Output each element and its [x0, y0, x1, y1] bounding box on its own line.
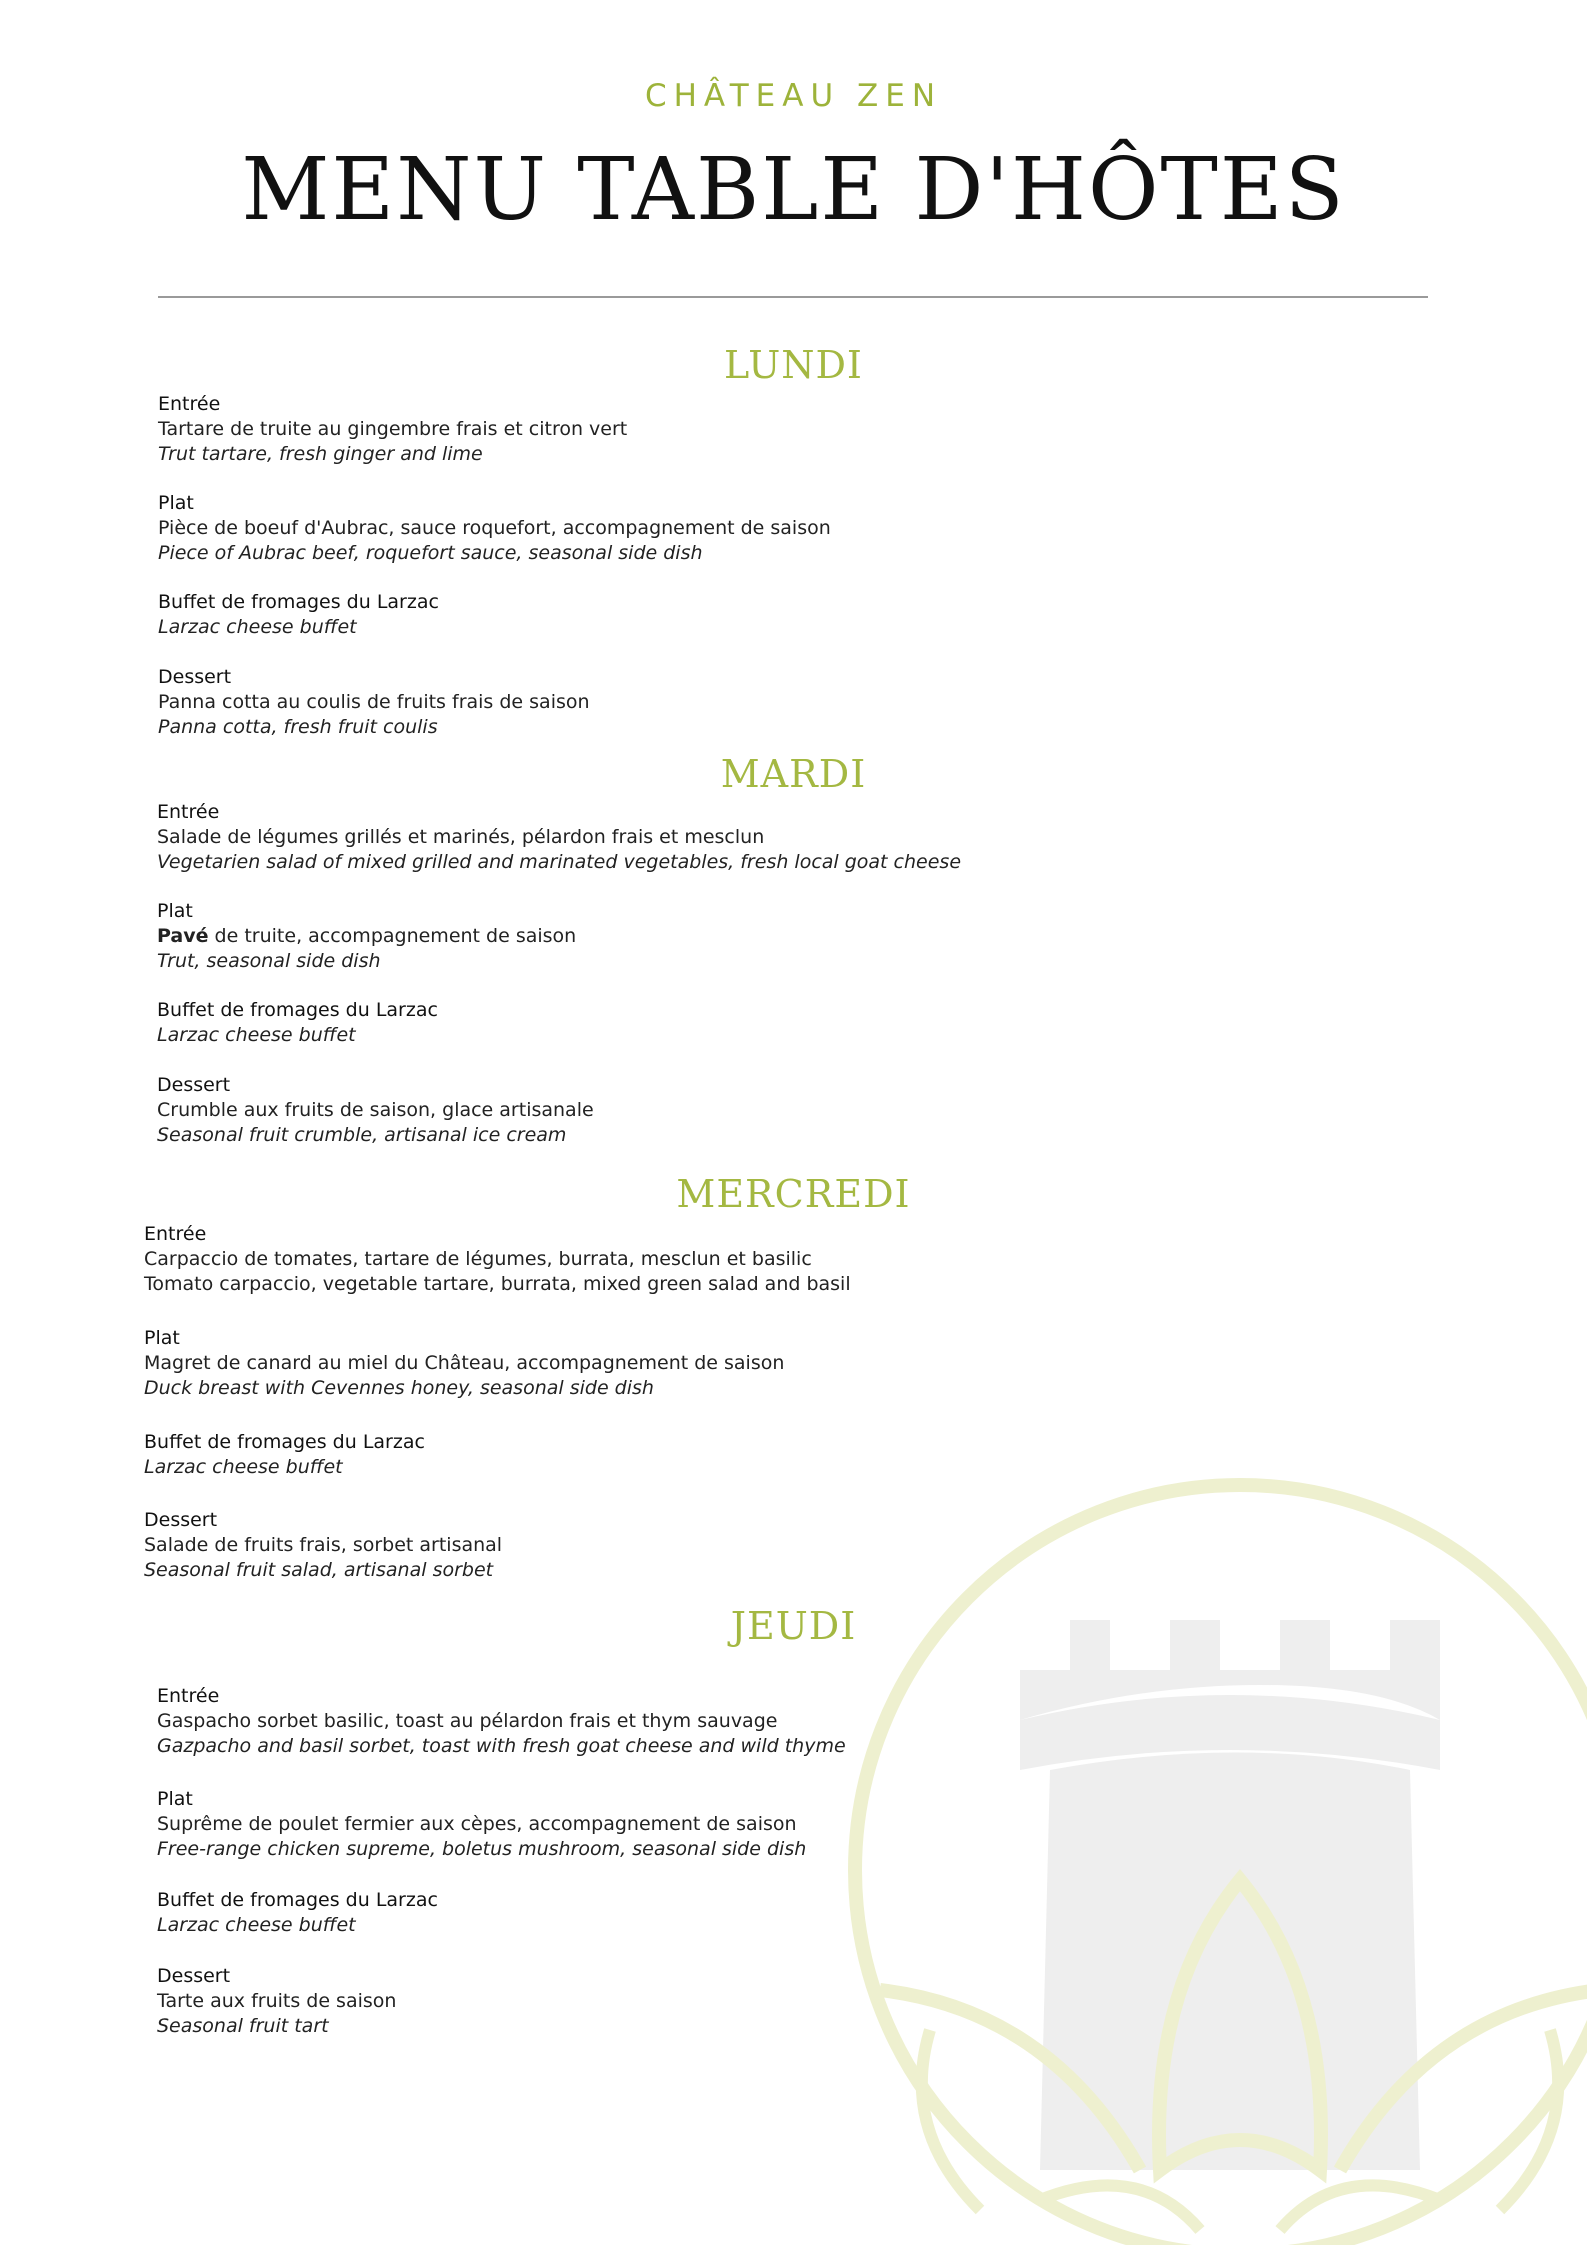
- course-en: Seasonal fruit tart: [157, 2015, 329, 2037]
- course-label: Plat: [157, 900, 193, 922]
- course-fr: Carpaccio de tomates, tartare de légumes, burrata, mesclun et basilic: [144, 1248, 812, 1270]
- day-title-lundi: LUNDI: [724, 343, 863, 387]
- course-en: Seasonal fruit crumble, artisanal ice cream: [157, 1124, 567, 1146]
- course-label: Entrée: [157, 1685, 220, 1707]
- course-en: Larzac cheese buffet: [158, 616, 357, 638]
- course-label: Dessert: [158, 666, 232, 688]
- course-dessert-mercredi: [144, 1508, 502, 1583]
- course-fr: Salade de fruits frais, sorbet artisanal: [144, 1534, 503, 1556]
- course-en: Piece of Aubrac beef, roquefort sauce, seasonal side dish: [158, 542, 703, 564]
- course-en: Vegetarien salad of mixed grilled and marinated vegetables, fresh local goat cheese: [157, 851, 962, 873]
- course-entree-jeudi: [157, 1684, 846, 1759]
- course-label: Plat: [157, 1788, 193, 1810]
- header-divider: [158, 296, 1428, 298]
- course-en: Seasonal fruit salad, artisanal sorbet: [144, 1559, 494, 1581]
- course-dessert-mardi: [157, 1073, 594, 1148]
- course-dessert-lundi: [158, 665, 590, 740]
- day-title-mardi: MARDI: [720, 752, 867, 796]
- course-fr: [157, 924, 576, 949]
- course-en: Larzac cheese buffet: [144, 1456, 343, 1478]
- course-fr: Tarte aux fruits de saison: [157, 1990, 397, 2012]
- course-label: Plat: [144, 1327, 180, 1349]
- course-label: Dessert: [157, 1965, 231, 1987]
- page-title: MENU TABLE D'HÔTES: [241, 140, 1346, 240]
- course-label: Entrée: [158, 393, 221, 415]
- course-fr: Gaspacho sorbet basilic, toast au pélardon frais et thym sauvage: [157, 1710, 778, 1732]
- course-label: Buffet de fromages du Larzac: [158, 591, 439, 613]
- course-en: Tomato carpaccio, vegetable tartare, burrata, mixed green salad and basil: [144, 1273, 851, 1295]
- course-cheese-mardi: [157, 998, 438, 1048]
- course-entree-mercredi: [144, 1222, 851, 1297]
- course-cheese-lundi: [158, 590, 439, 640]
- course-fr-rest: de truite, accompagnement de saison: [208, 925, 577, 947]
- course-label: Entrée: [157, 801, 220, 823]
- course-cheese-jeudi: [157, 1888, 438, 1938]
- course-plat-jeudi: [157, 1787, 806, 1862]
- course-plat-mercredi: [144, 1326, 784, 1401]
- course-label: Plat: [158, 492, 194, 514]
- course-fr: Pièce de boeuf d'Aubrac, sauce roquefort, accompagnement de saison: [158, 517, 831, 539]
- course-en: Larzac cheese buffet: [157, 1914, 356, 1936]
- course-en: Gazpacho and basil sorbet, toast with fresh goat cheese and wild thyme: [157, 1735, 846, 1757]
- course-en: Free-range chicken supreme, boletus mushroom, seasonal side dish: [157, 1838, 807, 1860]
- course-entree-mardi: [157, 800, 961, 875]
- castle-lotus-watermark-icon: [820, 1470, 1587, 2245]
- course-entree-lundi: [158, 392, 627, 467]
- course-en: Trut, seasonal side dish: [157, 950, 381, 972]
- course-plat-lundi: [158, 491, 831, 566]
- course-label: Entrée: [144, 1223, 207, 1245]
- course-label: Buffet de fromages du Larzac: [144, 1431, 425, 1453]
- day-title-jeudi: JEUDI: [730, 1604, 857, 1648]
- course-en: Duck breast with Cevennes honey, seasonal side dish: [144, 1377, 654, 1399]
- course-dessert-jeudi: [157, 1964, 396, 2039]
- course-en: Panna cotta, fresh fruit coulis: [158, 716, 438, 738]
- brand-name: CHÂTEAU ZEN: [644, 78, 943, 114]
- course-cheese-mercredi: [144, 1430, 425, 1480]
- course-label: Dessert: [144, 1509, 218, 1531]
- course-fr: Crumble aux fruits de saison, glace artisanale: [157, 1099, 594, 1121]
- course-fr: Salade de légumes grillés et marinés, pélardon frais et mesclun: [157, 826, 765, 848]
- course-fr: Panna cotta au coulis de fruits frais de saison: [158, 691, 590, 713]
- course-fr: Tartare de truite au gingembre frais et citron vert: [158, 418, 628, 440]
- course-label: Buffet de fromages du Larzac: [157, 1889, 438, 1911]
- day-title-mercredi: MERCREDI: [676, 1172, 911, 1216]
- course-en: Larzac cheese buffet: [157, 1024, 356, 1046]
- course-en: Trut tartare, fresh ginger and lime: [158, 443, 483, 465]
- course-label: Dessert: [157, 1074, 231, 1096]
- course-label: Buffet de fromages du Larzac: [157, 999, 438, 1021]
- course-fr: Suprême de poulet fermier aux cèpes, accompagnement de saison: [157, 1813, 797, 1835]
- course-fr: Magret de canard au miel du Château, accompagnement de saison: [144, 1352, 785, 1374]
- course-plat-mardi: [157, 899, 576, 974]
- course-fr-bold: Pavé: [157, 925, 209, 947]
